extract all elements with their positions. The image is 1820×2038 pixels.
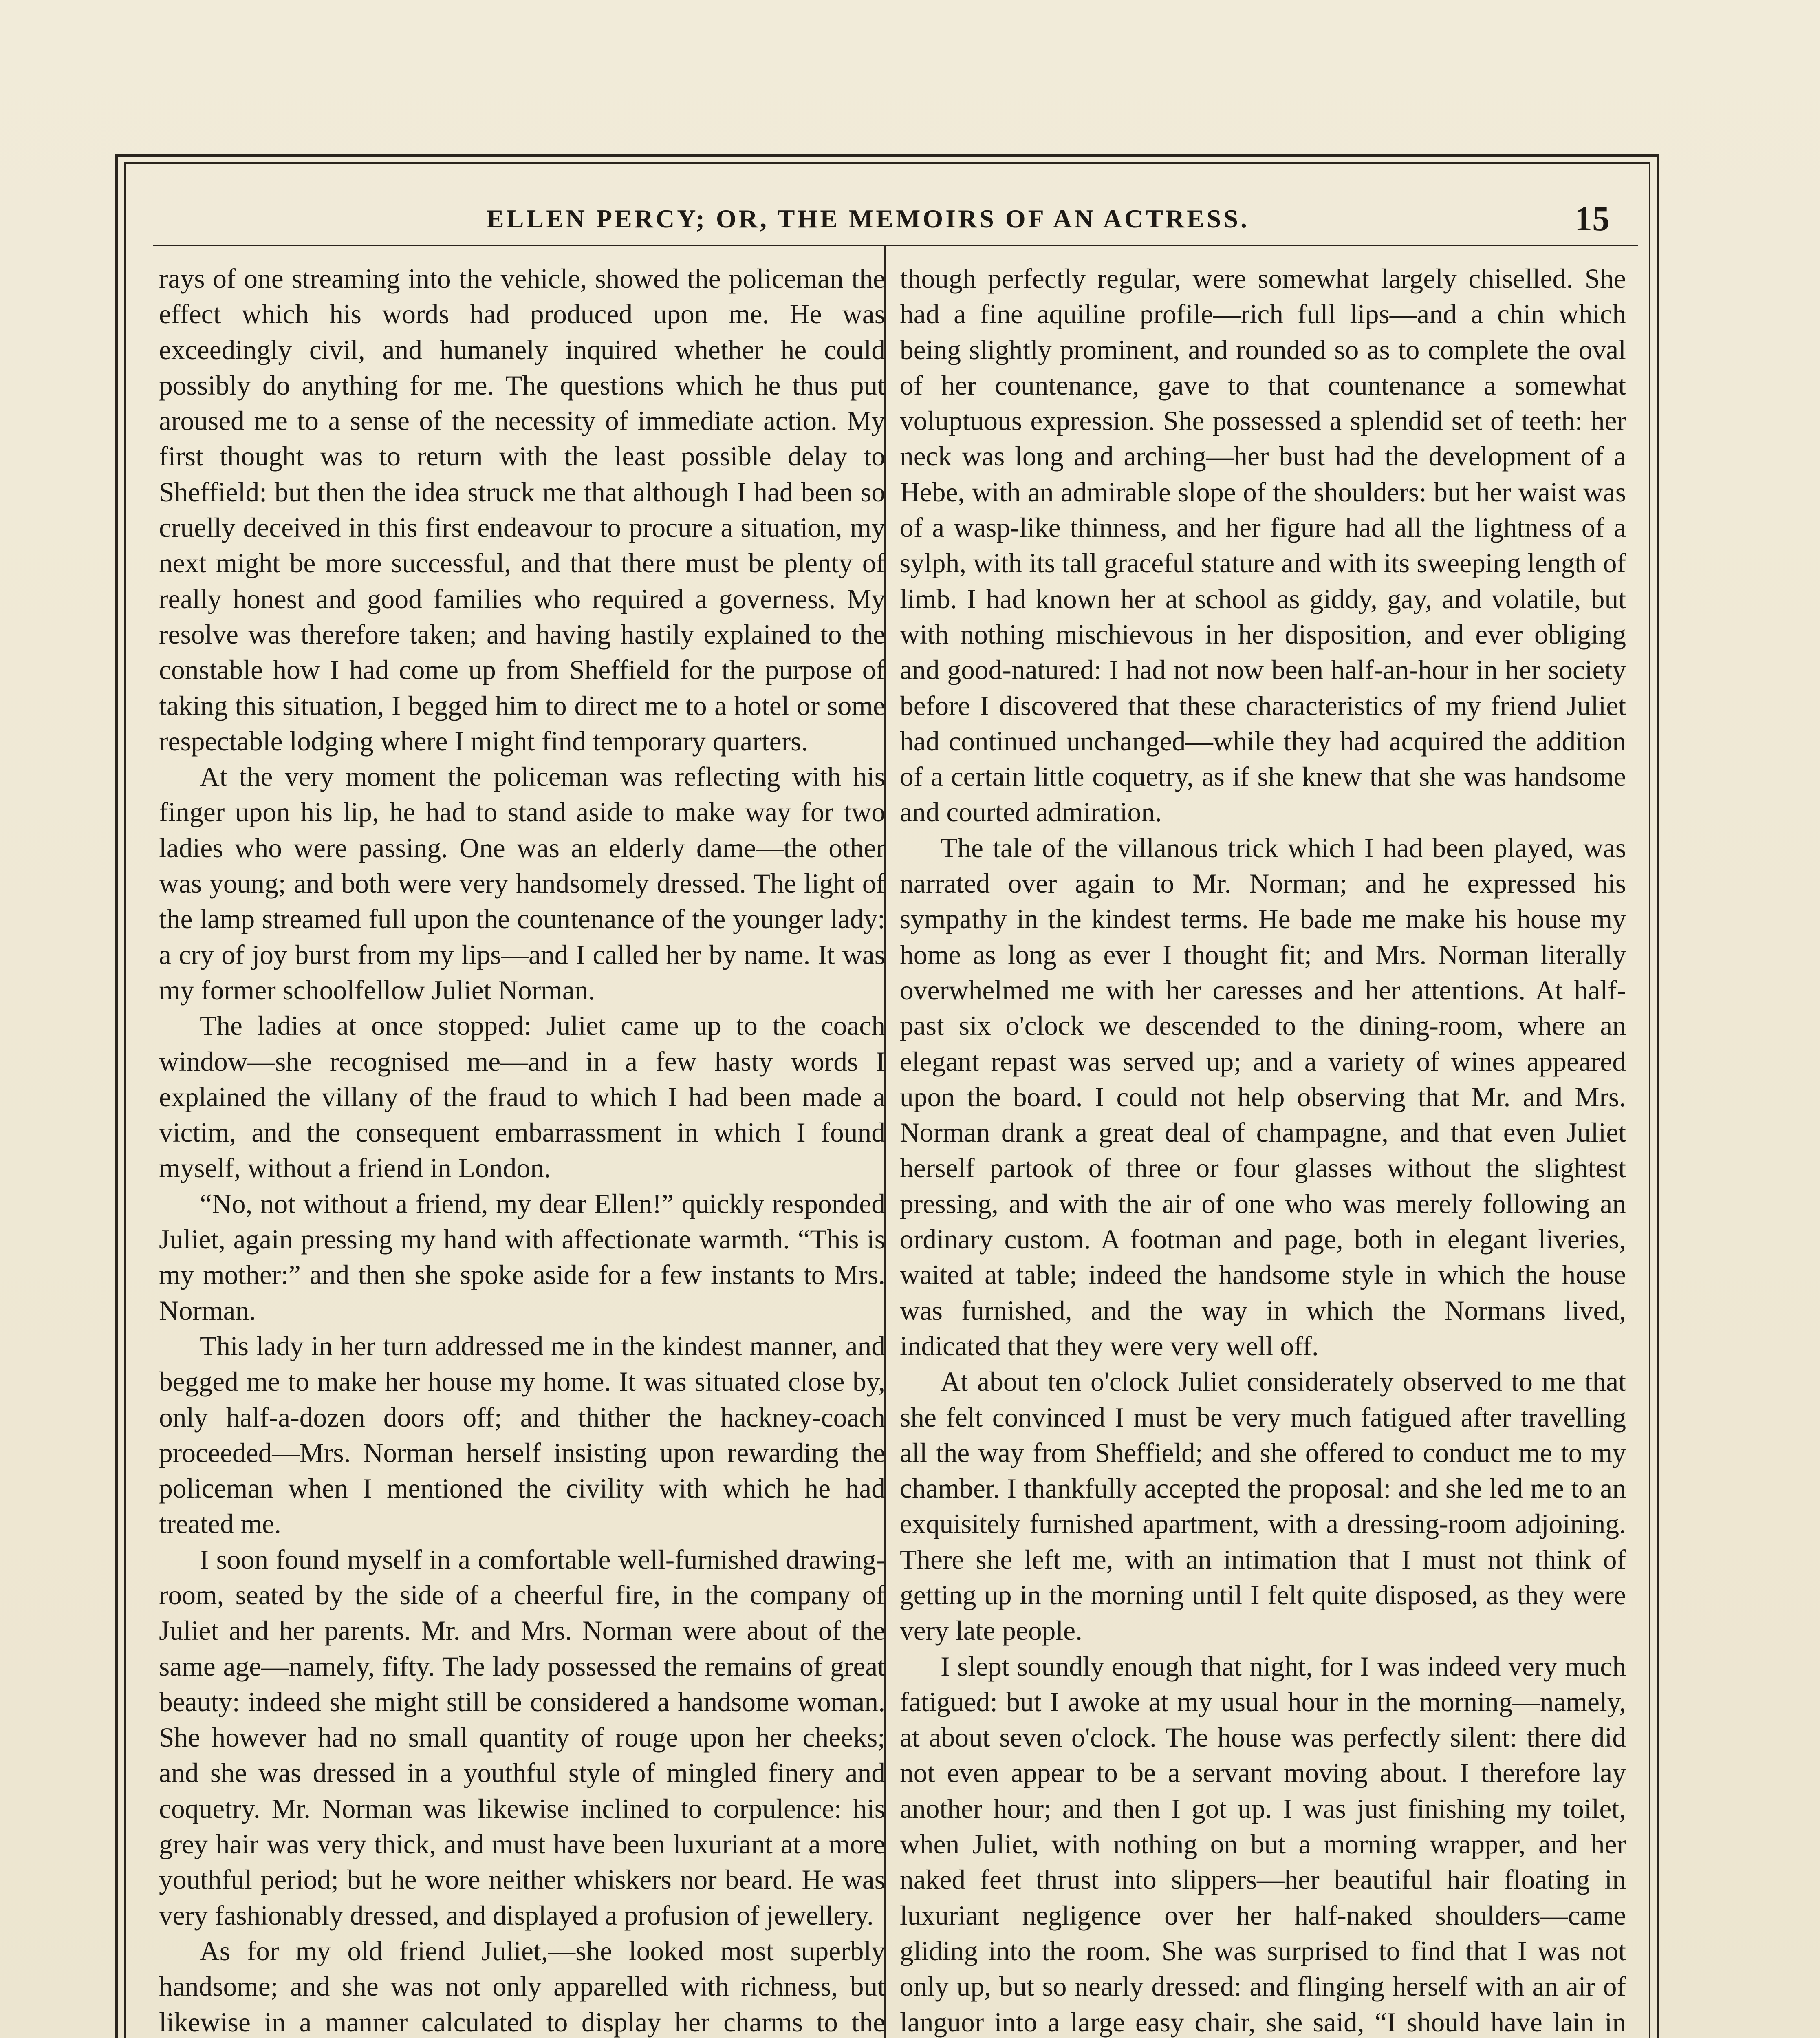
paragraph: “No, not without a friend, my dear Ellen!” quickly responded Juliet, again pressing my hand with affectionate warmth. “This is my mother:” and then she spoke aside for a few instants to Mrs. Norman. — [159, 1188, 885, 1326]
page-number: 15 — [1575, 199, 1610, 238]
paragraph: I soon found myself in a comfortable well-furnished drawing-room, seated by the side of a cheerful fire, in the company of Juliet and her parents. Mr. and Mrs. Norman were about of the same age—namely, fifty. The lady possessed the remains of great beauty: indeed she might still be considered a handsome woman. She however had no small quantity of rouge upon her cheeks; and she was dressed in a youthful style of mingled finery and coquetry. Mr. Norman was likewise inclined to corpulence: his grey hair was very thick, and must have been luxuriant at a more youthful period; but he wore neither whiskers nor beard. He was very fashionably dressed, and displayed a profusion of jewellery. — [159, 1544, 885, 1931]
left-column — [159, 261, 885, 2038]
paragraph: This lady in her turn addressed me in the kindest manner, and begged me to make her house my home. It was situated close by, only half-a-dozen doors off; and thither the hackney-coach proceeded—Mrs. Norman herself insisting upon rewarding the policeman when I mentioned the civility with which he had treated me. — [159, 1330, 885, 1540]
running-title: ELLEN PERCY; OR, THE MEMOIRS OF AN ACTRESS. — [487, 204, 1249, 233]
right-column — [900, 261, 1626, 2038]
running-header — [126, 199, 1610, 249]
paragraph: though perfectly regular, were somewhat largely chiselled. She had a fine aquiline profile—rich full lips—and a chin which being slightly prominent, and rounded so as to complete the oval of her countenance, gave to that countenance a somewhat voluptuous expression. She possessed a splendid set of teeth: her neck was long and arching—her bust had the development of a Hebe, with an admirable slope of the shoulders: but her waist was of a wasp-like thinness, and her figure had all the lightness of a sylph, with its tall graceful stature and with its sweeping length of limb. I had known her at school as giddy, gay, and volatile, but with nothing mischievous in her disposition, and ever obliging and good-natured: I had not now been half-an-hour in her society before I discovered that these characteristics of my friend Juliet had continued unchanged—while they had acquired the addition of a certain little coquetry, as if she knew that she was handsome and courted admiration. — [900, 263, 1626, 828]
paragraph: The ladies at once stopped: Juliet came up to the coach window—she recognised me—and in a few hasty words I explained the villany of the fraud to which I had been made a victim, and the consequent embarrassment in which I found myself, without a friend in London. — [159, 1010, 885, 1184]
paragraph: As for my old friend Juliet,—she looked most superbly handsome; and she was not only apparelled with richness, but likewise in a manner calculated to display her charms to the — [159, 1935, 885, 2038]
paragraph: I slept soundly enough that night, for I was indeed very much fatigued: but I awoke at my usual hour in the morning—namely, at about seven o'clock. The house was perfectly silent: there did not even appear to be a servant moving about. I therefore lay another hour; and then I got up. I was just finishing my toilet, when Juliet, with nothing on but a morning wrapper, and her naked feet thrust into slippers—her beautiful hair floating in luxuriant negligence over her half-naked shoulders—came gliding into the room. She was surprised to find that I was not only up, but so nearly dressed: and flinging herself with an air of languor into a large easy chair, she said, “I should have lain in — [900, 1651, 1626, 2038]
header-rule — [153, 245, 1638, 246]
paragraph: At about ten o'clock Juliet considerately observed to me that she felt convinced I must be very much fatigued after travelling all the way from Sheffield; and she offered to conduct me to my chamber. I thankfully accepted the proposal: and she led me to an exquisitely furnished apartment, with a dressing-room adjoining. There she left me, with an intimation that I must not think of getting up in the morning until I felt quite disposed, as they were very late people. — [900, 1366, 1626, 1646]
paragraph: The tale of the villanous trick which I had been played, was narrated over again to Mr. Norman; and he expressed his sympathy in the kindest terms. He bade me make his house my home as long as ever I thought fit; and Mrs. Norman literally overwhelmed me with her caresses and her attentions. At half-past six o'clock we descended to the dining-room, where an elegant repast was served up; and a variety of wines appeared upon the board. I could not help observing that Mr. and Mrs. Norman drank a great deal of champagne, and that even Juliet herself partook of three or four glasses without the slightest pressing, and with the air of one who was merely following an ordinary custom. A footman and page, both in elegant liveries, waited at table; indeed the handsome style in which the house was furnished, and the way in which the Normans lived, indicated that they were very well off. — [900, 832, 1626, 1361]
paragraph: rays of one streaming into the vehicle, showed the policeman the effect which his words had produced upon me. He was exceedingly civil, and humanely inquired whether he could possibly do anything for me. The questions which he thus put aroused me to a sense of the necessity of immediate action. My first thought was to return with the least possible delay to Sheffield: but then the idea struck me that although I had been so cruelly deceived in this first endeavour to procure a situation, my next might be more successful, and that there must be plenty of really honest and good families who required a governess. My resolve was therefore taken; and having hastily explained to the constable how I had come up from Sheffield for the purpose of taking this situation, I begged him to direct me to a hotel or some respectable lodging where I might find temporary quarters. — [159, 263, 885, 757]
paragraph: At the very moment the policeman was reflecting with his finger upon his lip, he had to stand aside to make way for two ladies who were passing. One was an elderly dame—the other was young; and both were very handsomely dressed. The light of the lamp streamed full upon the countenance of the younger lady: a cry of joy burst from my lips—and I called her by name. It was my former schoolfellow Juliet Norman. — [159, 761, 885, 1006]
